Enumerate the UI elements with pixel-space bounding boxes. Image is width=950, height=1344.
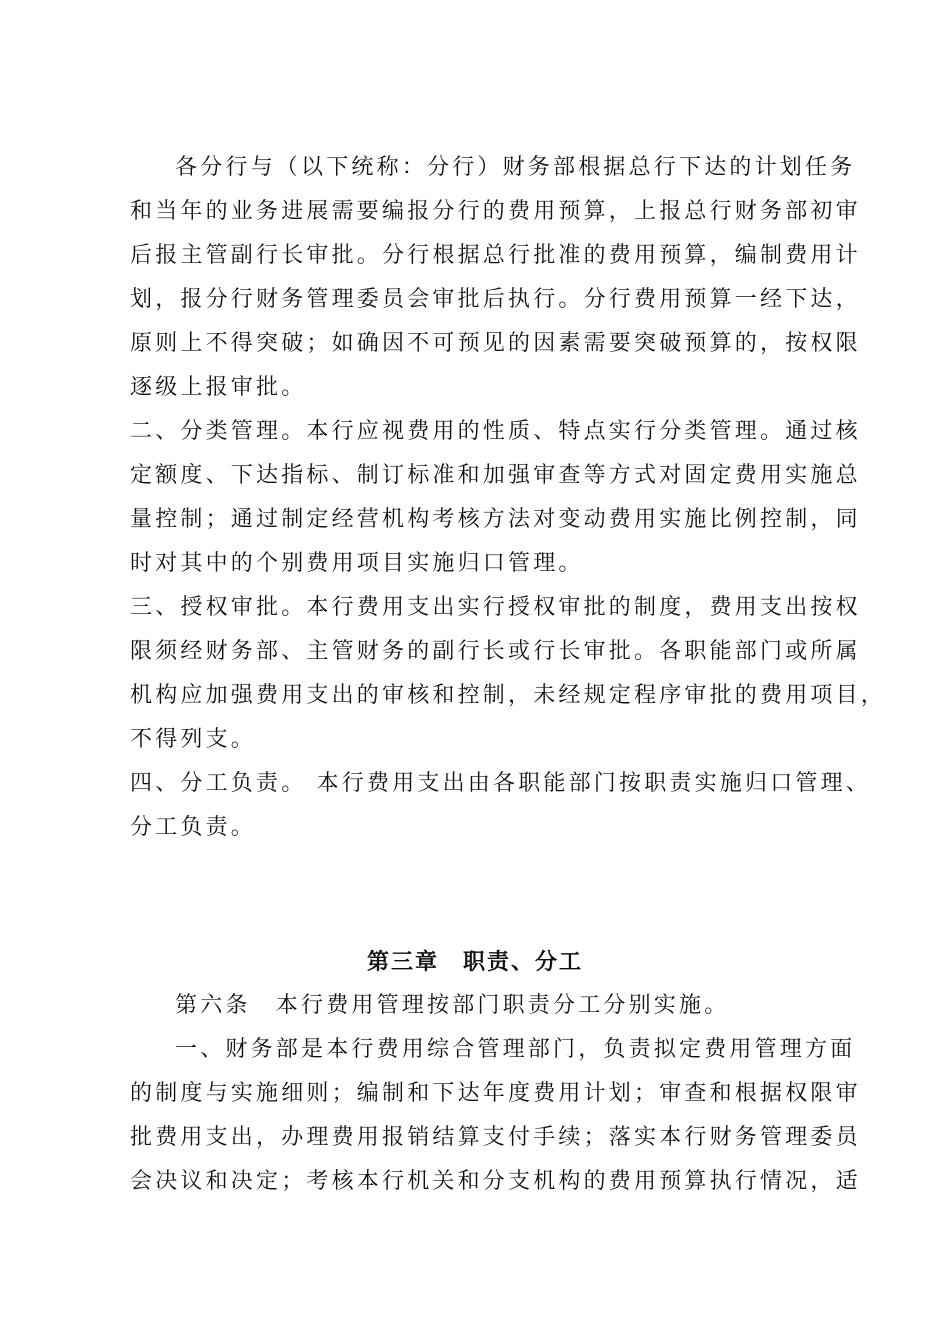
item-three-line: 限须经财务部、主管财务的副行长或行长审批。各职能部门或所属 [130, 639, 861, 664]
item-three-line: 机构应加强费用支出的审核和控制，未经规定程序审批的费用项目， [130, 683, 887, 708]
paragraph-line: 和当年的业务进展需要编报分行的费用预算，上报总行财务部初审 [130, 199, 861, 224]
paragraph-line: 逐级上报审批。 [130, 375, 307, 400]
item-four-line: 分工负责。 [130, 815, 257, 840]
item-two-line: 二、分类管理。本行应视费用的性质、特点实行分类管理。通过核 [130, 419, 861, 444]
paragraph-line: 各分行与（以下统称：分行）财务部根据总行下达的计划任务 [175, 155, 856, 180]
chapter-item-one-line: 会决议和决定；考核本行机关和分支机构的费用预算执行情况，适 [130, 1169, 861, 1194]
item-three-line: 不得列支。 [130, 727, 257, 752]
chapter-item-one-line: 一、财务部是本行费用综合管理部门，负责拟定费用管理方面 [175, 1037, 856, 1062]
item-two-line: 量控制；通过制定经营机构考核方法对变动费用实施比例控制，同 [130, 507, 861, 532]
item-four-line: 四、分工负责。 本行费用支出由各职能部门按职责实施归口管理、 [130, 771, 871, 796]
article-six: 第六条 本行费用管理按部门职责分工分别实施。 [175, 993, 730, 1018]
item-two-line: 时对其中的个别费用项目实施归口管理。 [130, 551, 584, 576]
paragraph-line: 划，报分行财务管理委员会审批后执行。分行费用预算一经下达， [130, 287, 861, 312]
chapter-item-one-line: 的制度与实施细则；编制和下达年度费用计划；审查和根据权限审 [130, 1081, 861, 1106]
chapter-item-one-line: 批费用支出，办理费用报销结算支付手续；落实本行财务管理委员 [130, 1125, 861, 1150]
item-two-line: 定额度、下达指标、制订标准和加强审查等方式对固定费用实施总 [130, 463, 861, 488]
paragraph-line: 原则上不得突破；如确因不可预见的因素需要突破预算的，按权限 [130, 331, 861, 356]
item-three-line: 三、授权审批。本行费用支出实行授权审批的制度，费用支出按权 [130, 595, 861, 620]
chapter-title: 第三章 职责、分工 [366, 949, 583, 975]
paragraph-line: 后报主管副行长审批。分行根据总行批准的费用预算，编制费用计 [130, 243, 861, 268]
